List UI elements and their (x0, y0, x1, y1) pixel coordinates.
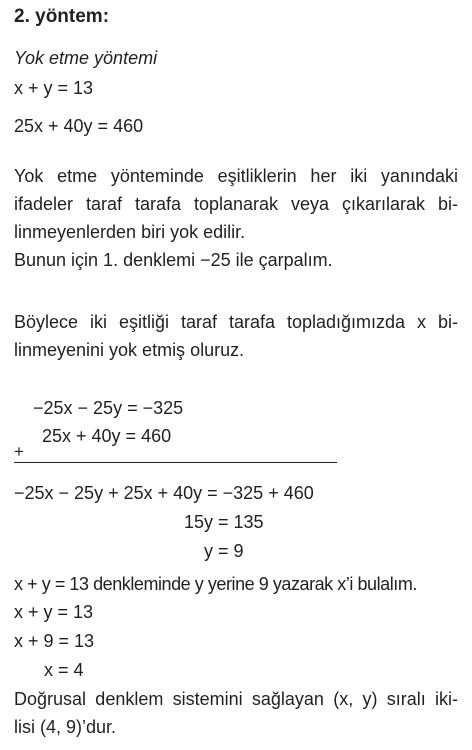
substitute-text: x + y = 13 denkleminde y yerine 9 yazarak x’i bulalım. (14, 574, 417, 594)
paragraph-line: Yok etme yönteminde eşitliklerin her iki yanındaki (14, 166, 458, 186)
sum-line (14, 462, 337, 463)
solve-step-2: y = 9 (204, 541, 244, 561)
paragraph-line: Böylece iki eşitliği taraf tarafa topladığımızda x bi- (14, 312, 458, 332)
sub-step-2: x + 9 = 13 (14, 631, 95, 651)
plus-sign: + (14, 442, 24, 461)
paragraph-line: linmeyenlerden biri yok edilir. (14, 222, 246, 242)
equation-1: x + y = 13 (14, 78, 94, 98)
conclusion-line: lisi (4, 9)’dur. (14, 717, 117, 737)
addition-row-2: 25x + 40y = 460 (42, 426, 172, 446)
conclusion-line: Doğrusal denklem sistemini sağlayan (x, y) sıralı iki- (14, 689, 458, 709)
paragraph-line: Bunun için 1. denklemi −25 ile çarpalım. (14, 250, 333, 270)
section-heading: 2. yöntem: (14, 6, 110, 27)
addition-row-1: −25x − 25y = −325 (33, 398, 184, 418)
addition-sum: −25x − 25y + 25x + 40y = −325 + 460 (14, 483, 314, 503)
sub-step-1: x + y = 13 (14, 602, 94, 622)
paragraph-line: linmeyenini yok etmiş oluruz. (14, 340, 245, 360)
sub-step-3: x = 4 (44, 660, 84, 680)
equation-2: 25x + 40y = 460 (14, 116, 144, 136)
method-title: Yok etme yöntemi (14, 48, 158, 68)
solve-step-1: 15y = 135 (184, 512, 264, 532)
paragraph-line: ifadeler taraf tarafa toplanarak veya çıkarılarak bi- (14, 194, 458, 214)
